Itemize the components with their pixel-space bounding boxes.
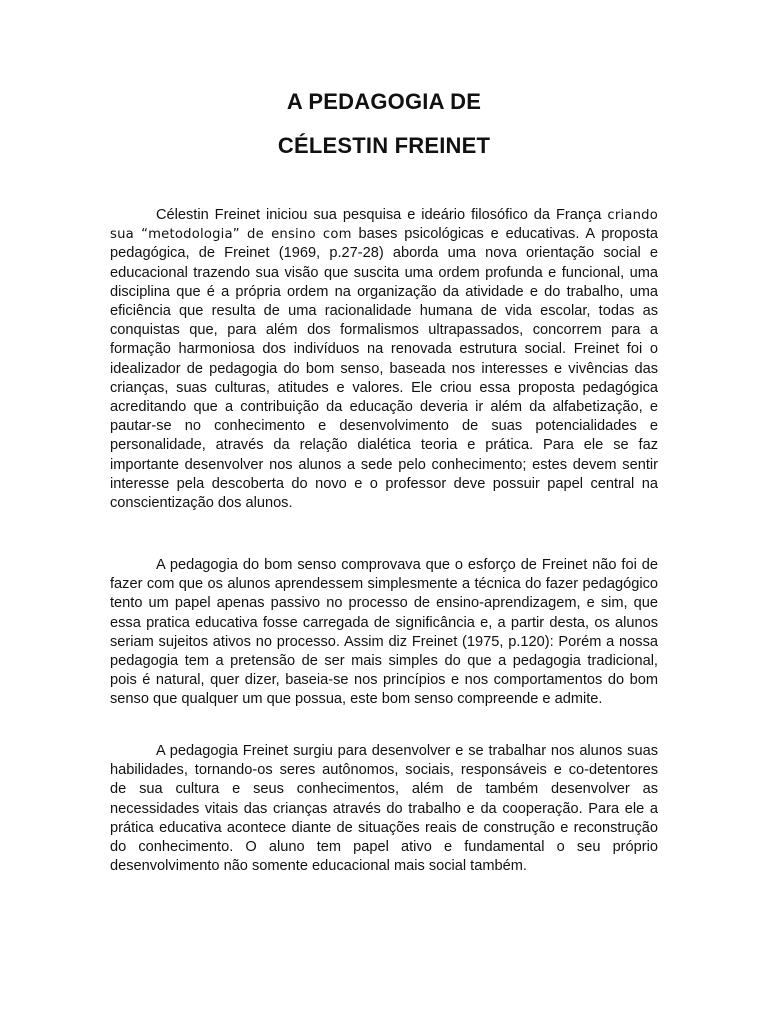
paragraph-1-styled-run: criando sua “metodologia” de ensino com [110,208,658,243]
title-line-1: A PEDAGOGIA DE [286,89,482,114]
paragraph-1 [110,206,658,513]
paragraph-2: A pedagogia do bom senso comprovava que o esforço de Freinet não foi de fazer com que os alunos aprendessem simplesmente a técnica do fazer pedagógico tento um papel apenas passivo no processo de ensino-aprendizagem, e sim, que essa pratica educativa fosse carregada de significância e, a partir desta, os alunos seriam sujeitos ativos no processo. Assim diz Freinet (1975, p.120): Porém a nossa pedagogia tem a pretensão de ser mais simples do que a pedagogia tradicional, pois é natural, quer dizer, baseia-se nos princípios e nos comportamentos do bom senso que qualquer um que possua, este bom senso compreende e admite. [110,557,658,708]
title-line-2: CÉLESTIN FREINET [277,133,491,158]
paragraph-3: A pedagogia Freinet surgiu para desenvolver e se trabalhar nos alunos suas habilidades, tornando-os seres autônomos, sociais, responsáveis e co-detentores de sua cultura e seus conhecimentos, além de também desenvolver as necessidades vitais das crianças através do trabalho e da cooperação. Para ele a prática educativa acontece diante de situações reais de construção e reconstrução do conhecimento. O aluno tem papel ativo e fundamental o seu próprio desenvolvimento não somente educacional mais social também. [110,743,658,875]
paragraph-1-text-start: Célestin Freinet iniciou sua pesquisa e ideário filosófico da França [156,207,608,223]
paragraph-1-text-end: bases psicológicas e educativas. A proposta pedagógica, de Freinet (1969, p.27-28) aborda uma nova orientação social e educacional trazendo sua visão que suscita uma ordem profunda e funcional, uma disciplina que é a própria ordem na organização da atividade e do trabalho, uma eficiência que resulta de uma racionalidade humana de vida escolar, todas as conquistas que, para além dos formalismos ultrapassados, concorrem para a formação harmoniosa dos indivíduos na renovada estrutura social. Freinet foi o idealizador de pedagogia do bom senso, baseada nos interesses e vivências das crianças, suas culturas, atitudes e valores. Ele criou essa proposta pedagógica acreditando que a contribuição da educação deveria ir além da alfabetização, e pautar-se no conhecimento e desenvolvimento de suas potencialidades e personalidade, através da relação dialética teoria e prática. Para ele se faz importante desenvolver nos alunos a sede pelo conhecimento; estes devem sentir interesse pela descoberta do novo e o professor deve possuir papel central na conscientização dos alunos. [110,226,658,512]
